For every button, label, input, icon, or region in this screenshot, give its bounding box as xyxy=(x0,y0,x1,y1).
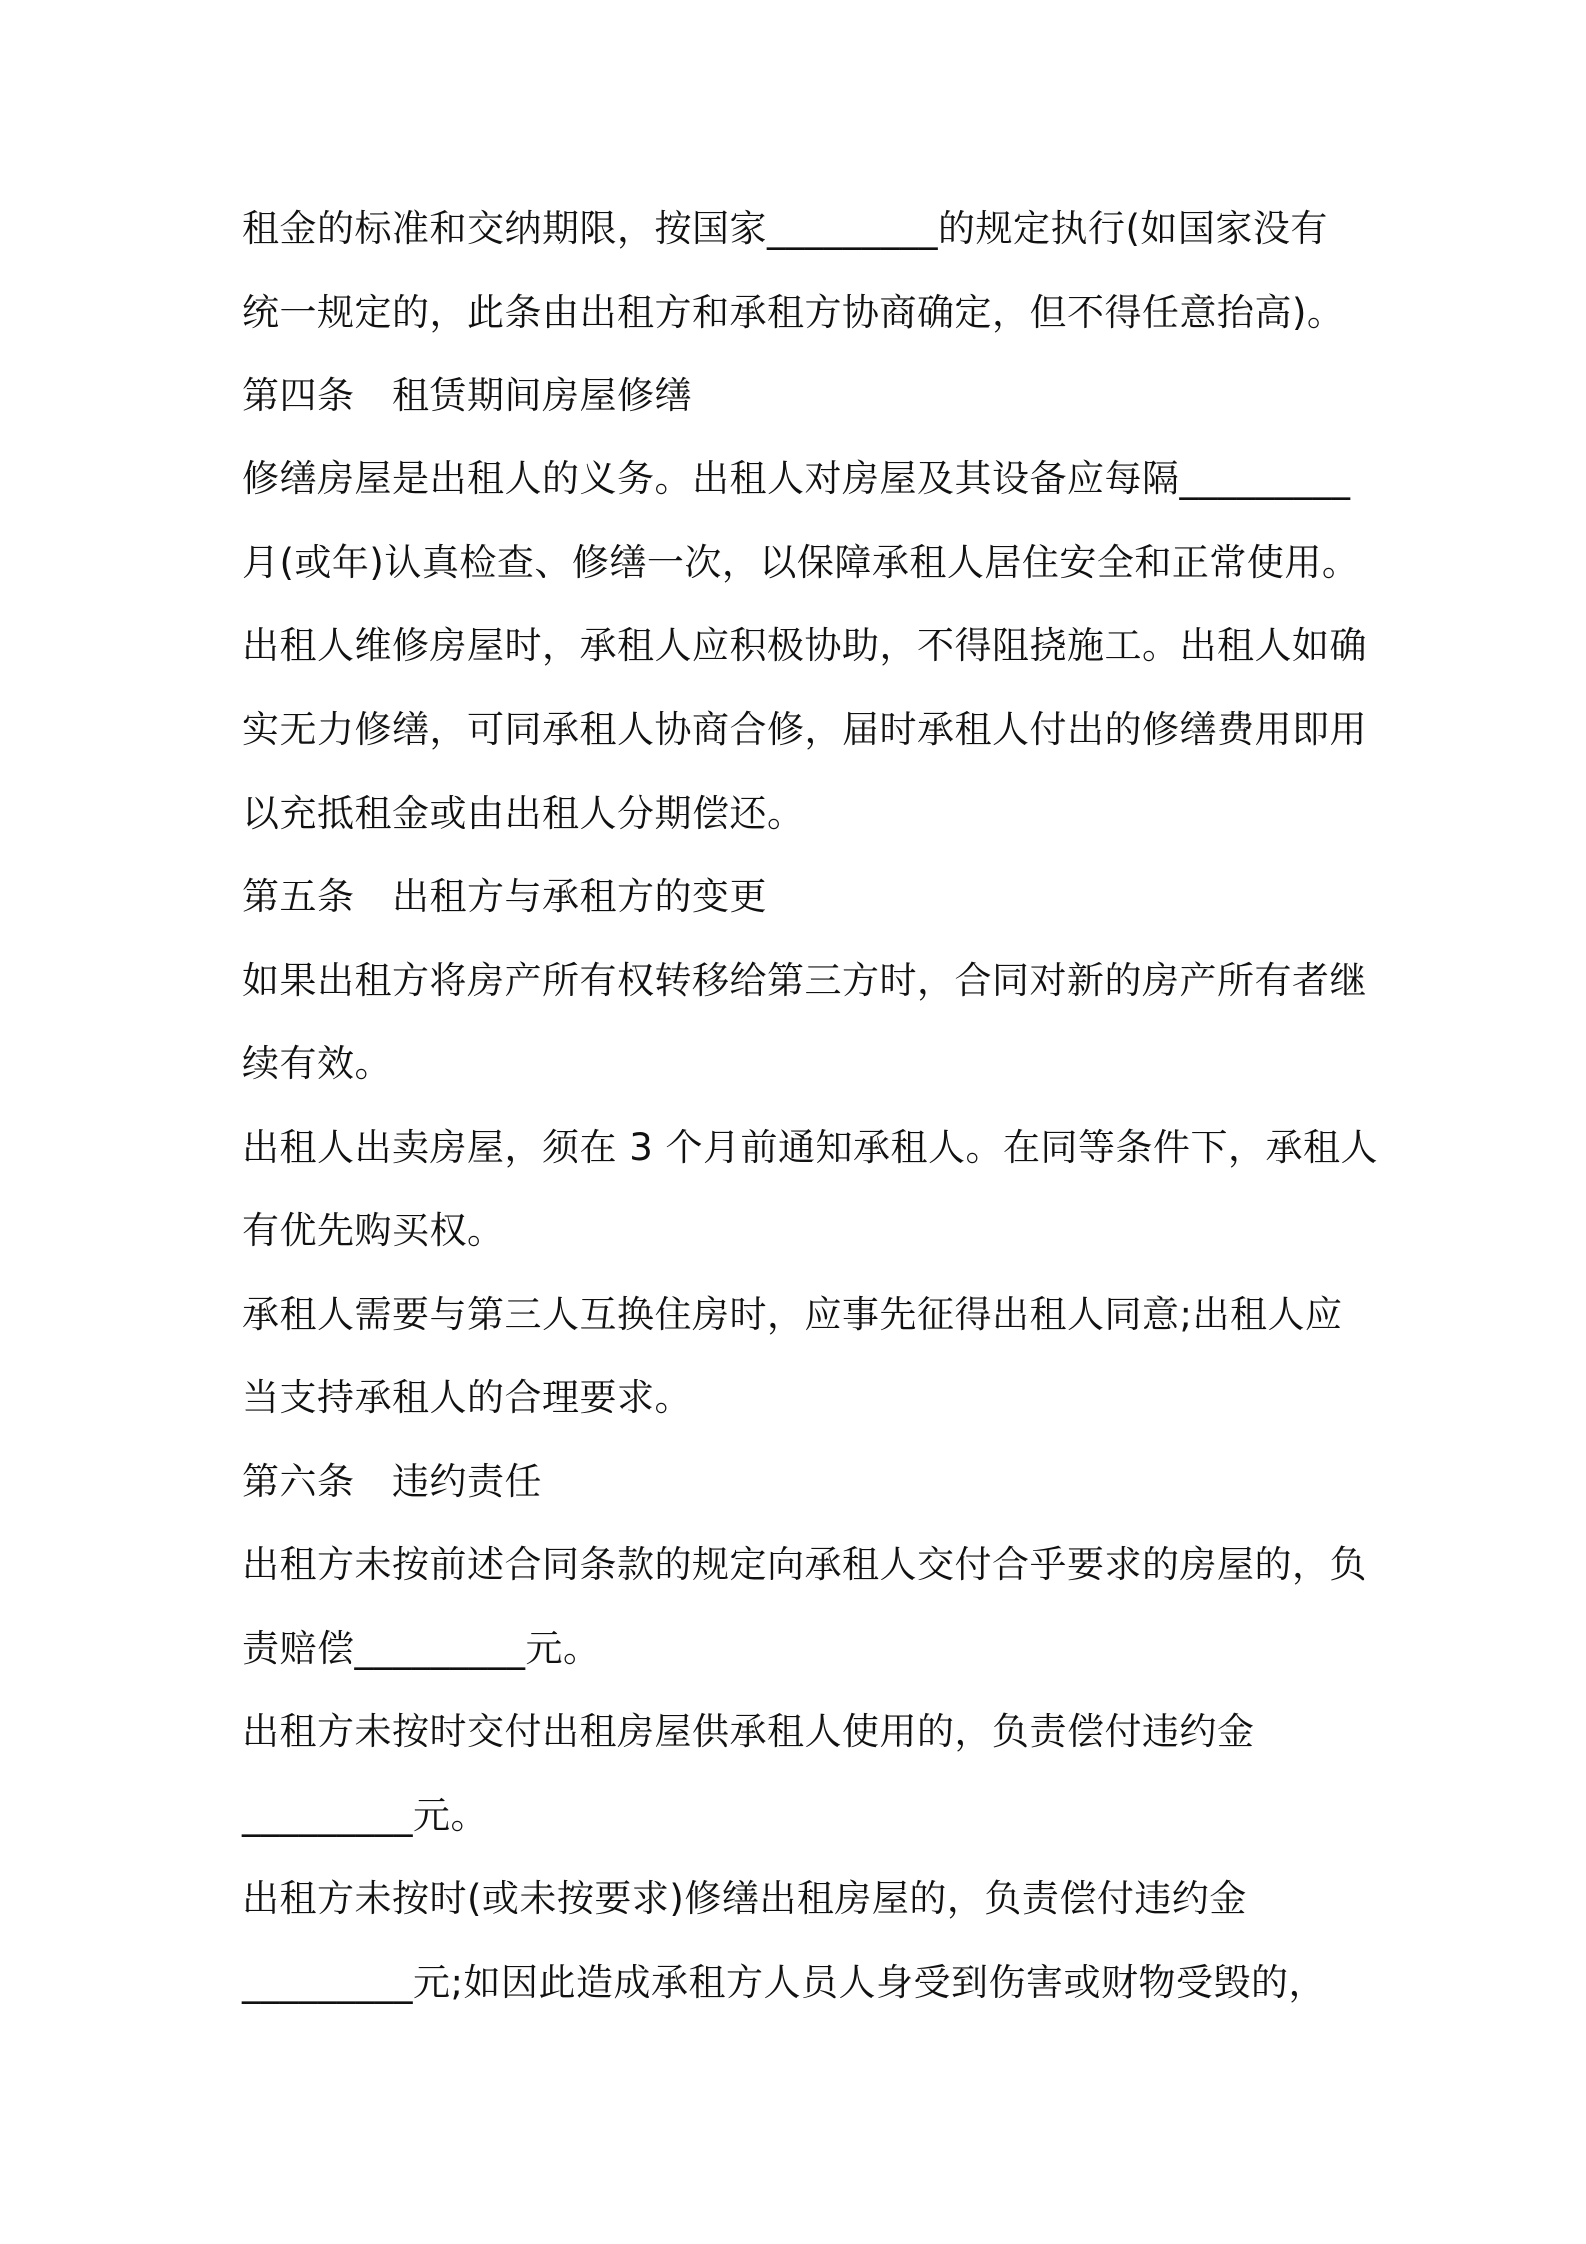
article-heading: 第四条 租赁期间房屋修缮 xyxy=(242,374,692,417)
body-line: 续有效。 xyxy=(242,1042,392,1085)
article-heading: 第五条 出租方与承租方的变更 xyxy=(242,875,767,918)
body-line: 租金的标准和交纳期限，按国家_________的规定执行(如国家没有 xyxy=(242,207,1328,250)
body-line: 出租方未按时交付出租房屋供承租人使用的，负责偿付违约金 xyxy=(242,1710,1255,1753)
body-line: 以充抵租金或由出租人分期偿还。 xyxy=(242,792,805,835)
article-heading: 第六条 违约责任 xyxy=(242,1460,542,1503)
body-line: 出租人维修房屋时，承租人应积极协助，不得阻挠施工。出租人如确 xyxy=(242,624,1367,667)
body-line: 出租方未按前述合同条款的规定向承租人交付合乎要求的房屋的，负 xyxy=(242,1543,1367,1586)
body-line: 实无力修缮，可同承租人协商合修，届时承租人付出的修缮费用即用 xyxy=(242,708,1367,751)
body-line: 有优先购买权。 xyxy=(242,1209,505,1252)
body-line: 统一规定的，此条由出租方和承租方协商确定，但不得任意抬高)。 xyxy=(242,291,1345,334)
body-line: _________元。 xyxy=(242,1794,488,1837)
body-line: _________元;如因此造成承租方人员人身受到伤害或财物受毁的， xyxy=(242,1961,1326,2004)
body-line: 月(或年)认真检查、修缮一次，以保障承租人居住安全和正常使用。 xyxy=(242,541,1360,584)
body-line: 出租人出卖房屋，须在 3 个月前通知承租人。在同等条件下，承租人 xyxy=(242,1126,1379,1169)
body-line: 出租方未按时(或未按要求)修缮出租房屋的，负责偿付违约金 xyxy=(242,1877,1247,1920)
body-line: 如果出租方将房产所有权转移给第三方时，合同对新的房产所有者继 xyxy=(242,959,1367,1002)
body-line: 修缮房屋是出租人的义务。出租人对房屋及其设备应每隔_________ xyxy=(242,457,1351,500)
body-line: 责赔偿_________元。 xyxy=(242,1627,601,1670)
body-line: 当支持承租人的合理要求。 xyxy=(242,1376,692,1419)
body-line: 承租人需要与第三人互换住房时，应事先征得出租人同意;出租人应 xyxy=(242,1293,1343,1336)
